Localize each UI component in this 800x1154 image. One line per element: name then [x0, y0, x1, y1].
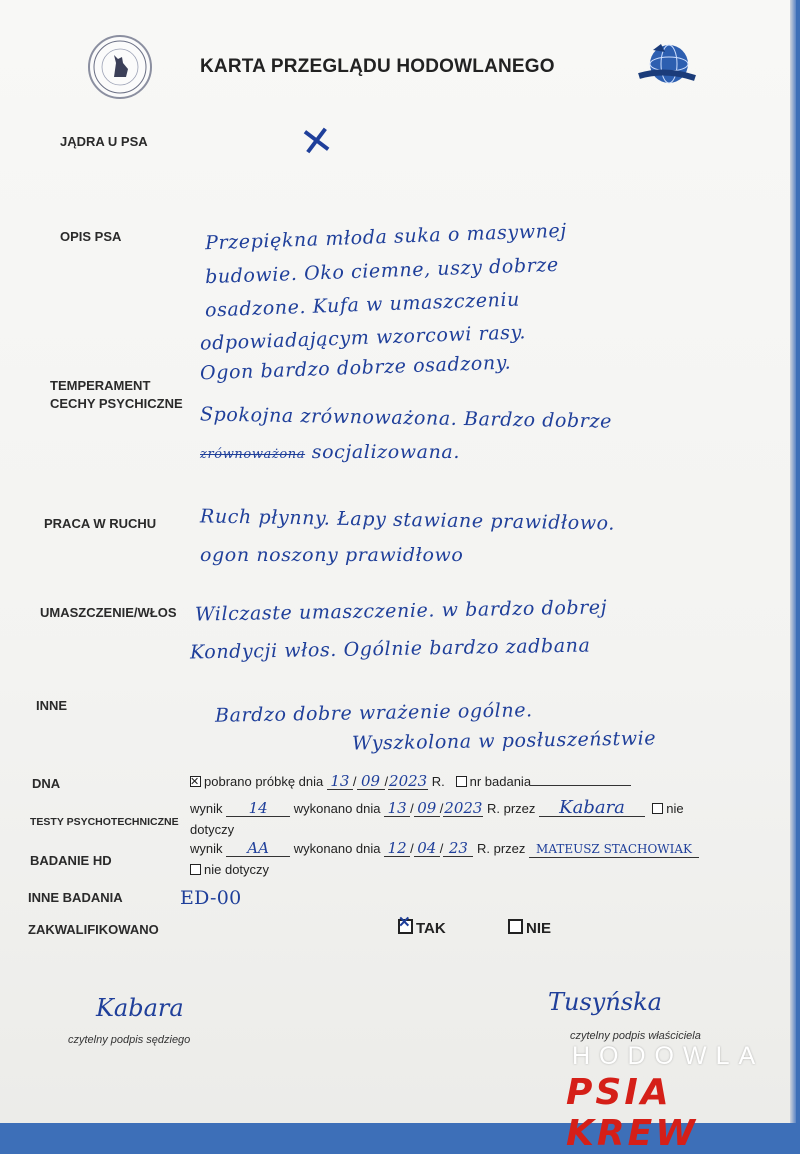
temperament-line-2 — [200, 437, 460, 470]
label-badanie-hd: BADANIE HD — [30, 853, 112, 868]
inne-line-2: Wyszkolona w posłuszeństwie — [351, 727, 657, 755]
paper-edge — [790, 0, 796, 1123]
temperament-line-1: Spokojna zrównoważona. Bardzo dobrze — [199, 403, 613, 433]
dna-nr-value[interactable] — [531, 785, 631, 786]
temperament-socjalizowana: socjalizowana. — [311, 441, 460, 463]
owner-signature: Tusyńska — [548, 988, 662, 1016]
hd-wynik-label: wynik — [190, 841, 223, 856]
owner-caption: czytelny podpis właściciela — [570, 1030, 701, 1042]
praca-line-2: ogon noszony prawidłowo — [200, 544, 464, 566]
dna-pobrano-label: pobrano próbkę dnia — [204, 774, 324, 789]
watermark-psia-krew: PSIA KREW — [566, 1072, 698, 1154]
opis-line-5: Ogon bardzo dobrze osadzony. — [199, 351, 512, 385]
dna-year[interactable]: 2023 — [389, 772, 428, 790]
label-inne: INNE — [36, 698, 68, 713]
qualified-nie — [508, 919, 551, 938]
testy-row: wynik 14 wykonano dnia 13 / 09 /2023 R. przez Kabara nie — [190, 797, 684, 818]
label-testy: TESTY PSYCHOTECHNICZNE — [30, 816, 179, 828]
dna-row: ✕pobrano próbkę dnia 13 / 09 /2023 R. nr badania — [190, 773, 631, 791]
judge-signature: Kabara — [96, 994, 184, 1022]
federation-logo — [88, 35, 152, 99]
dog-silhouette-icon — [92, 39, 148, 95]
label-inne-badania: INNE BADANIA — [28, 890, 123, 905]
testy-przez-value[interactable]: Kabara — [539, 800, 645, 817]
praca-line-1: Ruch płynny. Łapy stawiane prawidłowo. — [199, 505, 616, 535]
opis-line-4: odpowiadającym wzorcowi rasy. — [199, 321, 527, 355]
page-title: KARTA PRZEGLĄDU HODOWLANEGO — [200, 56, 555, 77]
inne-badania-value: ED-00 — [180, 887, 242, 909]
label-temperament: TEMPERAMENT — [50, 378, 151, 393]
hd-wynik-value[interactable]: AA — [226, 840, 290, 857]
umaszczenie-line-1: Wilczaste umaszczenie. w bardzo dobrej — [194, 596, 608, 626]
testy-nie-checkbox[interactable] — [652, 803, 663, 814]
opis-line-1: Przepiękna młoda suka o masywnej — [204, 219, 568, 255]
dna-pobrano-checkbox[interactable] — [190, 776, 201, 787]
globe-icon — [635, 38, 697, 98]
testy-wynik-label: wynik — [190, 801, 223, 816]
testy-year[interactable]: 2023 — [444, 799, 483, 817]
testy-month[interactable]: 09 — [414, 800, 440, 817]
testy-nie-label: nie — [666, 801, 684, 816]
testy-wynik-value[interactable]: 14 — [226, 800, 290, 817]
testy-day[interactable]: 13 — [384, 800, 410, 817]
watermark-hodowla: HODOWLA — [572, 1042, 765, 1070]
dna-r-suffix: R. — [431, 774, 445, 789]
label-umaszczenie: UMASZCZENIE/WŁOS — [40, 605, 177, 620]
label-cechy: CECHY PSYCHICZNE — [50, 396, 183, 411]
hd-nie-dotyczy-checkbox[interactable] — [190, 864, 201, 875]
judge-caption: czytelny podpis sędziego — [68, 1034, 191, 1046]
qualified-nie-label: NIE — [526, 920, 552, 937]
dna-nr-checkbox[interactable] — [456, 776, 467, 787]
qualified-tak-checkbox[interactable] — [398, 919, 413, 934]
hd-month[interactable]: 04 — [414, 840, 440, 857]
umaszczenie-line-2: Kondycji włos. Ogólnie bardzo zadbana — [189, 634, 591, 664]
inne-line-1: Bardzo dobre wrażenie ogólne. — [214, 699, 533, 727]
dna-day[interactable]: 13 — [327, 773, 353, 790]
label-opis: OPIS PSA — [60, 229, 122, 244]
hd-nie-dotyczy-row — [190, 861, 269, 879]
label-praca: PRACA W RUCHU — [44, 516, 157, 531]
club-globe-logo — [635, 38, 697, 98]
testy-wykonano-label: wykonano dnia — [293, 801, 381, 816]
jadra-cross-mark: ✕ — [296, 116, 338, 168]
temperament-struck-word: zrównoważona — [200, 447, 306, 462]
hd-r-przez: R. przez — [477, 841, 526, 856]
testy-r-przez: R. przez — [487, 801, 536, 816]
hd-przez-value[interactable]: MATEUSZ STACHOWIAK — [529, 841, 699, 858]
opis-line-2: budowie. Oko ciemne, uszy dobrze — [204, 253, 560, 289]
hd-row: wynik AA wykonano dnia 12 / 04 / 23 R. przez MATEUSZ STACHOWIAK — [190, 840, 699, 858]
opis-line-3: osadzone. Kufa w umaszczeniu — [204, 288, 521, 322]
label-zakwalifikowano: ZAKWALIFIKOWANO — [28, 922, 159, 937]
dna-month[interactable]: 09 — [357, 773, 385, 790]
qualified-tak-label: TAK — [416, 920, 446, 937]
hd-nie-dotyczy-label: nie dotyczy — [204, 862, 270, 877]
testy-dotyczy: dotyczy — [190, 822, 235, 837]
label-dna: DNA — [32, 776, 61, 791]
hd-wykonano-label: wykonano dnia — [293, 841, 381, 856]
qualified-nie-checkbox[interactable] — [508, 919, 523, 934]
qualified-tak — [398, 919, 446, 938]
label-jadra: JĄDRA U PSA — [60, 134, 148, 149]
hd-day[interactable]: 12 — [384, 840, 410, 857]
dna-nr-label: nr badania — [469, 774, 532, 789]
hd-year[interactable]: 23 — [443, 840, 473, 857]
